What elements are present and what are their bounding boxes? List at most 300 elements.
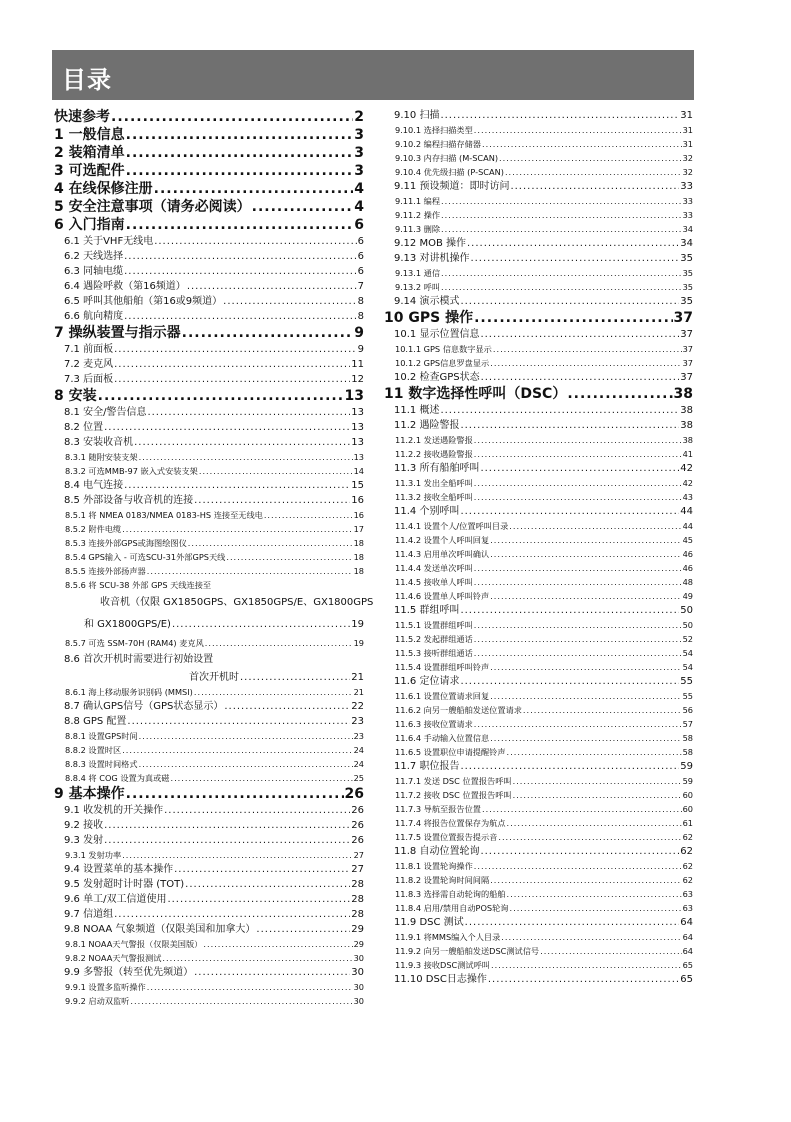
toc-page-number: 60 (682, 790, 693, 800)
toc-leader-dots (460, 504, 679, 519)
toc-entry[interactable] (54, 493, 364, 508)
toc-entry-title: 8.4 电气连接 (64, 480, 124, 491)
toc-entry[interactable] (384, 632, 693, 646)
toc-page-number: 60 (682, 804, 693, 814)
toc-entry[interactable] (54, 508, 364, 522)
toc-entry[interactable] (384, 108, 693, 123)
toc-leader-dots (122, 743, 352, 757)
toc-entry-title: 6 入门指南 (54, 217, 125, 233)
toc-leader-dots (441, 280, 682, 294)
toc-page-number: 23 (351, 716, 364, 727)
toc-entry[interactable] (384, 731, 693, 745)
toc-entry-title: 6.5 呼叫其他船舶（第16或9频道） (64, 296, 223, 307)
toc-entry[interactable] (54, 862, 364, 877)
toc-entry[interactable] (54, 670, 364, 685)
toc-entry[interactable] (384, 266, 693, 280)
toc-entry[interactable] (54, 294, 364, 309)
toc-entry[interactable] (384, 294, 693, 309)
toc-leader-dots (474, 561, 682, 575)
toc-leader-dots (474, 433, 682, 447)
toc-entry[interactable] (384, 179, 693, 194)
toc-leader-dots (130, 994, 352, 1008)
toc-leader-dots (509, 901, 681, 915)
toc-leader-dots (465, 915, 680, 930)
toc-entry[interactable] (384, 251, 693, 266)
toc-entry[interactable] (54, 965, 364, 980)
toc-entry[interactable] (54, 685, 364, 699)
toc-entry[interactable] (54, 564, 364, 578)
toc-entry[interactable] (54, 578, 364, 592)
toc-leader-dots (104, 818, 350, 833)
toc-entry[interactable] (384, 504, 693, 519)
toc-leader-dots (154, 234, 356, 249)
toc-leader-dots (122, 522, 352, 536)
toc-entry-title: 9.5 发射超时计时器 (TOT) (64, 879, 185, 890)
toc-entry[interactable] (384, 461, 693, 476)
toc-entry-title: 11.4 个别呼叫 (394, 506, 460, 517)
toc-leader-dots (114, 357, 350, 372)
toc-page-number: 55 (680, 676, 693, 687)
toc-entry[interactable] (54, 372, 364, 387)
toc-entry[interactable] (384, 816, 693, 830)
toc-leader-dots (111, 108, 353, 126)
toc-entry-title: 9.10.4 优先级扫描 (P-SCAN) (395, 167, 504, 177)
toc-page-number: 41 (682, 449, 693, 459)
toc-leader-dots (493, 342, 682, 356)
toc-entry-title: 4 在线保修注册 (54, 181, 153, 197)
toc-entry[interactable] (384, 519, 693, 533)
toc-entry[interactable] (384, 873, 693, 887)
toc-entry[interactable] (384, 236, 693, 251)
toc-entry[interactable] (384, 802, 693, 816)
toc-entry[interactable] (384, 646, 693, 660)
toc-page-number: 38 (673, 386, 693, 402)
toc-entry[interactable] (384, 689, 693, 703)
toc-leader-dots (124, 478, 350, 493)
toc-leader-dots (480, 327, 679, 342)
toc-entry[interactable] (384, 788, 693, 802)
toc-page-number: 30 (353, 953, 364, 963)
toc-entry[interactable] (384, 547, 693, 561)
toc-leader-dots (460, 418, 679, 433)
toc-leader-dots (507, 887, 682, 901)
toc-leader-dots (488, 972, 679, 987)
toc-entry[interactable] (54, 877, 364, 892)
toc-entry[interactable] (54, 785, 364, 803)
toc-entry-title: 9.13.1 通信 (395, 268, 441, 278)
toc-entry-title: 8.8.4 将 COG 设置为真或磁 (65, 773, 170, 783)
toc-page-number: 3 (354, 145, 364, 161)
toc-entry[interactable] (384, 165, 693, 179)
toc-entry-title: 11.7.1 发送 DSC 位置报告呼叫 (395, 776, 512, 786)
toc-entry-title: 11.5 群组呼叫 (394, 605, 460, 616)
toc-entry[interactable] (384, 915, 693, 930)
toc-page-number: 44 (680, 506, 693, 517)
toc-leader-dots (194, 685, 353, 699)
toc-entry[interactable] (384, 342, 693, 356)
toc-entry-title: 首次开机时 (189, 672, 239, 683)
toc-leader-dots (510, 179, 679, 194)
toc-page-number: 3 (354, 163, 364, 179)
toc-page-number: 58 (682, 733, 693, 743)
toc-entry[interactable] (384, 930, 693, 944)
toc-entry-title: 9.8.1 NOAA天气警报（仅限美国版） (65, 939, 203, 949)
toc-page-number: 63 (682, 889, 693, 899)
toc-entry-title: 11.5.4 设置群组呼叫铃声 (395, 662, 490, 672)
toc-page-number: 44 (682, 521, 693, 531)
toc-page-number: 48 (682, 577, 693, 587)
toc-entry[interactable] (54, 450, 364, 464)
toc-page-number: 34 (680, 238, 693, 249)
toc-entry[interactable] (54, 234, 364, 249)
toc-entry-title: 11.7.4 将报告位置保存为航点 (395, 818, 506, 828)
toc-entry[interactable] (384, 194, 693, 208)
toc-entry-title: 收音机（仅限 GX1850GPS、GX1850GPS/E、GX1800GPS (100, 597, 374, 608)
toc-leader-dots (154, 180, 354, 198)
toc-page-number: 16 (353, 510, 364, 520)
toc-entry[interactable] (54, 478, 364, 493)
toc-entry-title: 8.5.2 附件电缆 (65, 524, 122, 534)
toc-entry-title: 9.11 预设频道：即时访问 (394, 181, 510, 192)
toc-entry[interactable] (54, 833, 364, 848)
toc-entry[interactable] (384, 370, 693, 385)
toc-page-number: 62 (682, 832, 693, 842)
toc-entry[interactable] (54, 951, 364, 965)
toc-page-number: 13 (353, 452, 364, 462)
toc-entry[interactable] (384, 476, 693, 490)
toc-entry[interactable] (384, 561, 693, 575)
toc-entry[interactable] (54, 818, 364, 833)
toc-entry-title: 8 安装 (54, 388, 97, 404)
toc-entry[interactable] (54, 614, 364, 636)
toc-leader-dots (474, 646, 682, 660)
toc-leader-dots (124, 309, 357, 324)
toc-entry[interactable] (54, 180, 364, 198)
toc-entry-title: 11.7.2 接收 DSC 位置报告呼叫 (395, 790, 512, 800)
toc-entry[interactable] (54, 126, 364, 144)
toc-leader-dots (490, 689, 681, 703)
toc-entry[interactable] (54, 522, 364, 536)
toc-page-number: 21 (351, 672, 364, 683)
toc-leader-dots (147, 564, 353, 578)
toc-leader-dots (460, 603, 679, 618)
toc-entry[interactable] (54, 699, 364, 714)
toc-leader-dots (264, 508, 353, 522)
toc-leader-dots (226, 550, 352, 564)
toc-leader-dots (507, 816, 682, 830)
toc-entry[interactable] (384, 958, 693, 972)
toc-page-number: 31 (682, 139, 693, 149)
toc-page-number: 59 (682, 776, 693, 786)
toc-entry[interactable] (54, 743, 364, 757)
toc-leader-dots (205, 636, 353, 650)
toc-leader-dots (147, 980, 353, 994)
toc-entry[interactable] (384, 575, 693, 589)
toc-page-number: 57 (682, 719, 693, 729)
toc-entry[interactable] (384, 759, 693, 774)
toc-page-number: 30 (353, 982, 364, 992)
toc-entry[interactable] (54, 922, 364, 937)
toc-entry[interactable] (384, 433, 693, 447)
toc-leader-dots (482, 802, 682, 816)
toc-entry-title: 11.2 遇险警报 (394, 420, 460, 431)
toc-entry-title: 10.2 检查GPS状态 (394, 372, 480, 383)
toc-page-number: 6 (357, 236, 364, 247)
toc-leader-dots (441, 266, 682, 280)
toc-entry-title: 11.9.3 接收DSC测试呼叫 (395, 960, 490, 970)
toc-entry[interactable] (384, 280, 693, 294)
toc-entry[interactable] (384, 589, 693, 603)
toc-entry[interactable] (54, 464, 364, 478)
toc-leader-dots (440, 403, 679, 418)
toc-page-number: 8 (357, 296, 364, 307)
toc-entry[interactable] (54, 324, 364, 342)
toc-entry[interactable] (384, 887, 693, 901)
toc-entry[interactable] (384, 972, 693, 987)
toc-entry-title: 和 GX1800GPS/E) (84, 619, 171, 630)
toc-entry[interactable] (384, 418, 693, 433)
toc-page-number: 18 (353, 566, 364, 576)
toc-entry[interactable] (384, 844, 693, 859)
toc-entry-title: 11.6.3 接收位置请求 (395, 719, 473, 729)
toc-entry[interactable] (384, 490, 693, 504)
toc-leader-dots (126, 216, 354, 234)
toc-page-number: 35 (682, 268, 693, 278)
toc-entry[interactable] (384, 745, 693, 759)
toc-entry[interactable] (384, 208, 693, 222)
toc-leader-dots (474, 309, 672, 327)
toc-entry[interactable] (54, 264, 364, 279)
toc-entry[interactable] (54, 980, 364, 994)
toc-leader-dots (490, 660, 681, 674)
toc-leader-dots (164, 803, 350, 818)
toc-entry[interactable] (384, 717, 693, 731)
toc-entry[interactable] (384, 222, 693, 236)
toc-leader-dots (490, 533, 681, 547)
toc-page-number: 64 (680, 917, 693, 928)
toc-entry[interactable] (384, 830, 693, 844)
toc-entry-title: 11.4.4 发送单次呼叫 (395, 563, 473, 573)
toc-entry[interactable] (384, 774, 693, 788)
toc-leader-dots (199, 464, 353, 478)
toc-entry-title: 6.3 同轴电缆 (64, 266, 124, 277)
toc-page-number: 56 (682, 705, 693, 715)
toc-leader-dots (104, 833, 350, 848)
toc-entry[interactable] (384, 618, 693, 632)
toc-entry-title: 9.3.1 发射功率 (65, 850, 122, 860)
toc-entry-title: 3 可选配件 (54, 163, 125, 179)
toc-entry[interactable] (384, 603, 693, 618)
toc-entry[interactable] (384, 403, 693, 418)
toc-entry[interactable] (54, 108, 364, 126)
toc-entry-title: 10.1.2 GPS信息罗盘显示 (395, 358, 490, 368)
toc-entry-title: 11.8.4 启用/禁用自动POS轮询 (395, 903, 509, 913)
toc-entry[interactable] (54, 405, 364, 420)
toc-entry-title: 9.13 对讲机操作 (394, 253, 470, 264)
toc-leader-dots (474, 859, 682, 873)
toc-page-number: 16 (351, 495, 364, 506)
toc-entry[interactable] (384, 151, 693, 165)
toc-page-number: 7 (357, 281, 364, 292)
toc-page-number: 26 (351, 835, 364, 846)
toc-page-number: 65 (680, 974, 693, 985)
toc-entry[interactable] (384, 327, 693, 342)
toc-page-number: 6 (357, 251, 364, 262)
toc-leader-dots (124, 264, 357, 279)
toc-leader-dots (474, 476, 682, 490)
toc-leader-dots (490, 356, 681, 370)
toc-entry-title: 1 一般信息 (54, 127, 125, 143)
toc-entry[interactable] (54, 803, 364, 818)
toc-entry[interactable] (54, 729, 364, 743)
toc-page-number: 37 (680, 329, 693, 340)
toc-page-number: 42 (682, 478, 693, 488)
toc-entry[interactable] (54, 848, 364, 862)
toc-entry[interactable] (384, 356, 693, 370)
toc-entry-title: 10 GPS 操作 (384, 310, 474, 326)
toc-entry-title: 7 操纵装置与指示器 (54, 325, 181, 341)
toc-leader-dots (194, 493, 350, 508)
toc-leader-dots (126, 785, 344, 803)
toc-entry[interactable] (54, 144, 364, 162)
toc-entry[interactable] (54, 198, 364, 216)
toc-entry-title: 8.5.3 连接外部GPS或海图绘图仪 (65, 538, 187, 548)
toc-leader-dots (203, 937, 352, 951)
toc-entry-title: 11.8.1 设置轮询操作 (395, 861, 473, 871)
toc-page-number: 26 (351, 805, 364, 816)
toc-leader-dots (139, 757, 353, 771)
toc-entry-title: 7.2 麦克风 (64, 359, 114, 370)
toc-entry[interactable] (384, 385, 693, 403)
toc-entry-title: 8.7 确认GPS信号（GPS状态显示） (64, 701, 224, 712)
toc-page-number: 37 (673, 310, 693, 326)
toc-page-number: 6 (354, 217, 364, 233)
toc-leader-dots (224, 699, 350, 714)
toc-page-number: 29 (351, 924, 364, 935)
toc-entry-title: 9.8 NOAA 气象频道（仅限美国和加拿大） (64, 924, 256, 935)
toc-page-number: 32 (682, 153, 693, 163)
toc-entry-title: 9 基本操作 (54, 786, 125, 802)
toc-leader-dots (513, 788, 682, 802)
toc-entry[interactable] (384, 137, 693, 151)
toc-page-number: 35 (680, 296, 693, 307)
toc-entry-title: 8.3.1 随附安装支架 (65, 452, 138, 462)
toc-entry[interactable] (54, 636, 364, 650)
toc-entry[interactable] (54, 435, 364, 450)
toc-page-number: 43 (682, 492, 693, 502)
toc-entry[interactable] (384, 944, 693, 958)
toc-page-number: 17 (353, 524, 364, 534)
toc-entry-title: 11.10 DSC日志操作 (394, 974, 487, 985)
toc-page-number: 25 (353, 773, 364, 783)
toc-leader-dots (470, 251, 679, 266)
toc-leader-dots (162, 951, 352, 965)
toc-entry[interactable] (54, 387, 364, 405)
toc-entry[interactable] (384, 674, 693, 689)
toc-entry[interactable] (54, 249, 364, 264)
toc-entry-title: 7.1 前面板 (64, 344, 114, 355)
toc-page-number: 49 (682, 591, 693, 601)
toc-entry[interactable] (54, 714, 364, 729)
toc-entry[interactable] (54, 994, 364, 1008)
toc-entry[interactable] (54, 550, 364, 564)
toc-entry[interactable] (54, 279, 364, 294)
toc-page-number: 35 (682, 282, 693, 292)
toc-page-number: 54 (682, 662, 693, 672)
toc-entry-title: 11.7.3 导航至报告位置 (395, 804, 481, 814)
toc-leader-dots (124, 249, 357, 264)
toc-entry[interactable] (54, 342, 364, 357)
toc-entry[interactable] (384, 123, 693, 137)
toc-leader-dots (441, 194, 682, 208)
toc-entry-title: 11.1 概述 (394, 405, 440, 416)
toc-leader-dots (223, 294, 356, 309)
toc-entry-title: 9.10.2 编程扫描存储器 (395, 139, 481, 149)
toc-page-number: 46 (682, 549, 693, 559)
toc-entry[interactable] (54, 162, 364, 180)
toc-entry-title: 2 装箱清单 (54, 145, 125, 161)
toc-entry[interactable] (384, 859, 693, 873)
toc-entry[interactable] (54, 937, 364, 951)
toc-leader-dots (509, 519, 681, 533)
toc-leader-dots (523, 703, 682, 717)
toc-entry[interactable] (384, 533, 693, 547)
toc-page-number: 13 (351, 422, 364, 433)
toc-entry[interactable] (54, 216, 364, 234)
toc-leader-dots (104, 420, 350, 435)
toc-entry[interactable] (384, 703, 693, 717)
toc-entry[interactable] (54, 757, 364, 771)
toc-entry[interactable] (54, 892, 364, 907)
toc-entry[interactable] (54, 420, 364, 435)
toc-page-number: 31 (682, 125, 693, 135)
toc-entry-title: 9.1 收发机的开关操作 (64, 805, 164, 816)
toc-entry[interactable] (384, 447, 693, 461)
toc-entry[interactable] (54, 907, 364, 922)
toc-leader-dots (114, 372, 350, 387)
toc-entry[interactable] (54, 536, 364, 550)
toc-entry-title: 11.8 自动位置轮询 (394, 846, 480, 857)
toc-leader-dots (490, 731, 681, 745)
toc-entry[interactable] (384, 901, 693, 915)
toc-entry[interactable] (54, 771, 364, 785)
toc-page-number: 62 (682, 875, 693, 885)
toc-entry[interactable] (54, 650, 364, 670)
toc-page-number: 61 (682, 818, 693, 828)
toc-page-number: 33 (682, 210, 693, 220)
toc-page-number: 14 (353, 466, 364, 476)
toc-entry[interactable] (54, 592, 374, 614)
toc-page-number: 59 (680, 761, 693, 772)
toc-entry-title: 11.4.3 启用单次呼叫确认 (395, 549, 490, 559)
toc-leader-dots (467, 236, 679, 251)
toc-entry-title: 11.9 DSC 测试 (394, 917, 464, 928)
toc-entry[interactable] (384, 660, 693, 674)
toc-page-number: 33 (682, 196, 693, 206)
toc-page-number: 58 (682, 747, 693, 757)
toc-entry-title: 8.6.1 海上移动服务识别码 (MMSI) (65, 687, 193, 697)
toc-leader-dots (474, 575, 682, 589)
toc-entry[interactable] (54, 357, 364, 372)
toc-entry[interactable] (384, 309, 693, 327)
toc-entry-title: 11.9.1 将MMS编入个人目录 (395, 932, 501, 942)
toc-leader-dots (505, 165, 682, 179)
toc-leader-dots (474, 618, 682, 632)
toc-entry-title: 11.9.2 向另一艘船舶发送DSC测试信号 (395, 946, 540, 956)
toc-entry-title: 8.8.2 设置时区 (65, 745, 122, 755)
toc-entry[interactable] (54, 309, 364, 324)
toc-entry-title: 5 安全注意事项（请务必阅读） (54, 199, 251, 215)
